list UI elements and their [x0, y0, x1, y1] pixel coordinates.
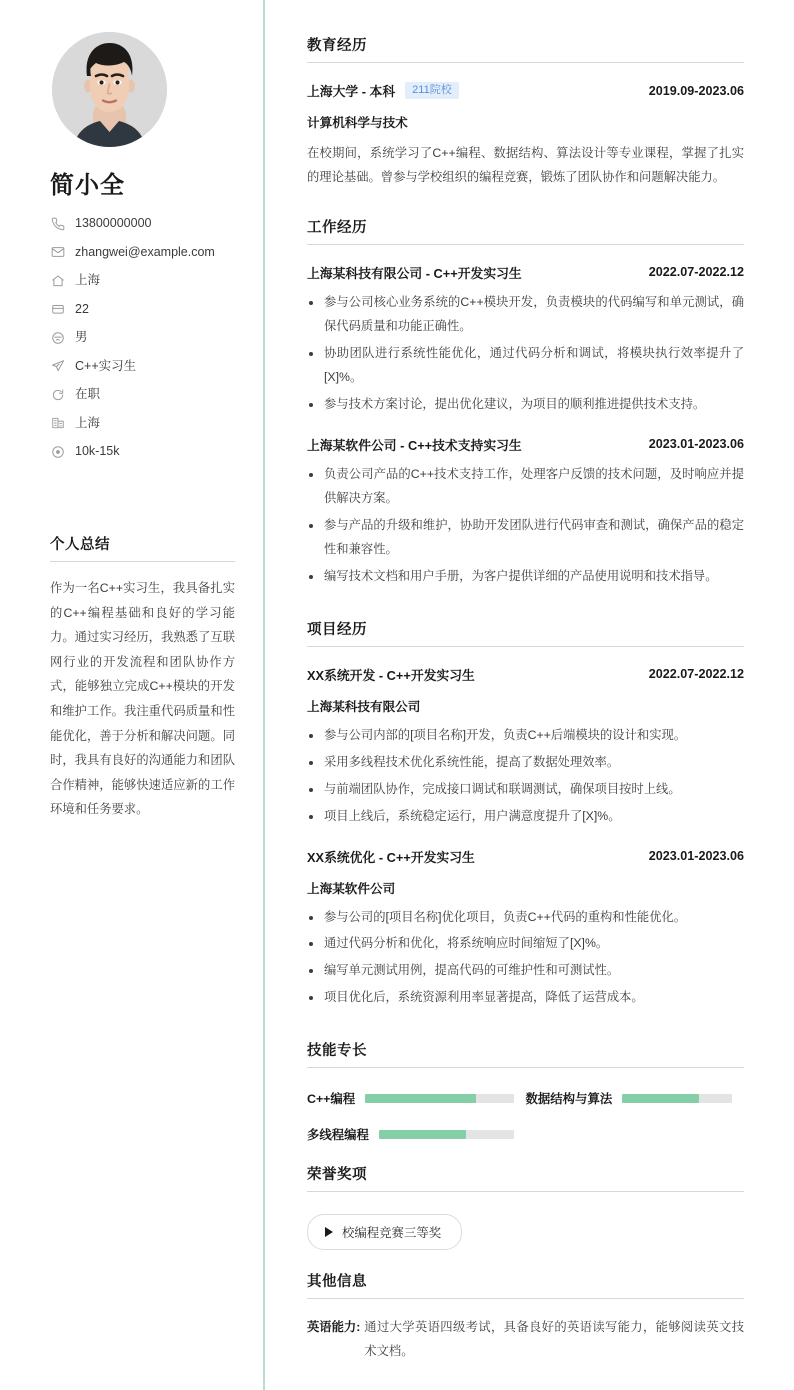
education-description: 在校期间，系统学习了C++编程、数据结构、算法设计等专业课程，掌握了扎实的理论基础。曾参与学校组织的编程竞赛，锻炼了团队协作和问题解决能力。 [307, 146, 744, 184]
divider-spacer [307, 190, 744, 216]
contact-value: 22 [75, 301, 89, 316]
contact-location [50, 273, 235, 288]
skill-label: C++编程 [307, 1092, 356, 1107]
work-entry [307, 263, 744, 417]
project-entry [307, 665, 744, 829]
contact-status [50, 387, 235, 402]
building-icon [50, 416, 65, 431]
skill-progress-fill [365, 1094, 476, 1103]
contact-salary [50, 444, 235, 459]
refresh-icon [50, 387, 65, 402]
home-icon [50, 273, 65, 288]
project-title: XX系统优化 - C++开发实习生 [307, 849, 475, 865]
project-company: 上海某科技有限公司 [307, 699, 421, 714]
summary-text: 作为一名C++实习生，我具备扎实的C++编程基础和良好的学习能力。通过实习经历，我熟悉了互联网行业的开发流程和团队协作方式，能够独立完成C++模块的开发和维护工作。我注重代码质量和性能优化，善于分析和解决问题。同时，我具有良好的沟通能力和团队合作精神，能够快速适应新的工作环境和任务要求。 [50, 581, 235, 817]
list-item: 采用多线程技术优化系统性能，提高了数据处理效率。 [307, 751, 744, 775]
contact-email [50, 245, 235, 260]
honor-label: 校编程竞赛三等奖 [342, 1226, 442, 1241]
contact-phone [50, 216, 235, 231]
contact-city [50, 416, 235, 431]
work-entry [307, 435, 744, 589]
list-item: 项目优化后，系统资源利用率显著提高，降低了运营成本。 [307, 986, 744, 1010]
skill-progress-track [622, 1094, 732, 1103]
work-heading: 工作经历 [307, 216, 744, 245]
work-section [307, 216, 744, 589]
avatar [52, 32, 167, 147]
list-item: 通过代码分析和优化，将系统响应时间缩短了[X]%。 [307, 932, 744, 956]
other-value: 通过大学英语四级考试，具备良好的英语读写能力，能够阅读英文技术文档。 [364, 1320, 744, 1359]
contact-list [50, 216, 235, 459]
list-item: 与前端团队协作，完成接口调试和联调测试，确保项目按时上线。 [307, 778, 744, 802]
other-row [307, 1316, 744, 1364]
education-heading: 教育经历 [307, 34, 744, 63]
education-title-group [307, 81, 459, 100]
skill-progress-fill [379, 1130, 466, 1139]
project-company: 上海某软件公司 [307, 881, 396, 896]
page-title: 简小全 [50, 172, 125, 199]
project-date: 2023.01-2023.06 [648, 849, 744, 863]
education-date: 2019.09-2023.06 [648, 83, 744, 98]
skill-item [307, 1125, 526, 1143]
contact-position [50, 359, 235, 374]
contact-value: zhangwei@example.com [75, 244, 215, 259]
play-triangle-icon [325, 1227, 333, 1237]
skill-label: 多线程编程 [307, 1128, 369, 1143]
gender-icon [50, 330, 65, 345]
education-entry [307, 81, 744, 190]
id-card-icon [50, 302, 65, 317]
project-entry-head [307, 847, 744, 866]
summary-section [50, 533, 235, 822]
list-item: 参与公司内部的[项目名称]开发，负责C++后端模块的设计和实现。 [307, 724, 744, 748]
honor-item[interactable] [307, 1214, 462, 1250]
list-item: 参与公司的[项目名称]优化项目，负责C++代码的重构和性能优化。 [307, 906, 744, 930]
skill-progress-fill [622, 1094, 699, 1103]
skill-label: 数据结构与算法 [525, 1092, 613, 1107]
envelope-icon [50, 245, 65, 260]
honors-heading: 荣誉奖项 [307, 1163, 744, 1192]
list-item: 负责公司产品的C++技术支持工作，处理客户反馈的技术问题，及时响应并提供解决方案。 [307, 463, 744, 511]
contact-gender [50, 330, 235, 345]
target-icon [50, 444, 65, 459]
work-title: 上海某软件公司 - C++技术支持实习生 [307, 437, 522, 453]
main-content [265, 0, 794, 1390]
project-bullets [307, 906, 744, 1011]
list-item: 参与技术方案讨论，提出优化建议，为项目的顺利推进提供技术支持。 [307, 393, 744, 417]
education-section [307, 34, 744, 190]
work-title: 上海某科技有限公司 - C++开发实习生 [307, 265, 522, 281]
project-title: XX系统开发 - C++开发实习生 [307, 667, 475, 683]
contact-value: 上海 [75, 415, 101, 430]
work-entry-head [307, 263, 744, 282]
other-label: 英语能力: [307, 1320, 361, 1335]
status-badge: 211院校 [405, 82, 459, 99]
contact-value: 10k-15k [75, 444, 120, 458]
skills-section [307, 1039, 744, 1143]
honors-list [307, 1214, 744, 1250]
list-item: 编写技术文档和用户手册，为客户提供详细的产品使用说明和技术指导。 [307, 565, 744, 589]
divider-spacer [307, 1143, 744, 1163]
projects-section [307, 618, 744, 1011]
other-heading: 其他信息 [307, 1270, 744, 1299]
divider-spacer [307, 592, 744, 618]
education-entry-head [307, 81, 744, 100]
project-entry-head [307, 665, 744, 684]
other-section [307, 1270, 744, 1364]
contact-value: 上海 [75, 273, 101, 287]
work-bullets [307, 463, 744, 589]
list-item: 协助团队进行系统性能优化，通过代码分析和调试，将模块执行效率提升了[X]%。 [307, 342, 744, 390]
work-entry-head [307, 435, 744, 454]
summary-heading: 个人总结 [50, 533, 235, 562]
work-bullets [307, 291, 744, 417]
skill-item [307, 1089, 526, 1107]
skill-item [526, 1089, 745, 1107]
sidebar [0, 0, 265, 1390]
project-bullets [307, 724, 744, 829]
skill-progress-track [379, 1130, 514, 1139]
contact-value: C++实习生 [75, 358, 137, 373]
skill-progress-track [365, 1094, 513, 1103]
skills-heading: 技能专长 [307, 1039, 744, 1068]
education-major: 计算机科学与技术 [307, 116, 408, 130]
list-item: 参与公司核心业务系统的C++模块开发，负责模块的代码编写和单元测试，确保代码质量和功能正确性。 [307, 291, 744, 339]
portrait-photo-icon [52, 32, 167, 147]
school-name: 上海大学 - 本科 [307, 84, 396, 99]
project-entry [307, 847, 744, 1011]
work-date: 2022.07-2022.12 [648, 265, 744, 280]
contact-value: 在职 [75, 387, 101, 401]
project-date: 2022.07-2022.12 [648, 667, 744, 682]
contact-value: 13800000000 [75, 216, 152, 230]
phone-icon [50, 216, 65, 231]
skills-grid [307, 1089, 744, 1143]
contact-age [50, 302, 235, 317]
list-item: 参与产品的升级和维护，协助开发团队进行代码审查和测试，确保产品的稳定性和兼容性。 [307, 514, 744, 562]
paper-plane-icon [50, 359, 65, 374]
list-item: 编写单元测试用例，提高代码的可维护性和可测试性。 [307, 959, 744, 983]
divider-spacer [307, 1013, 744, 1039]
work-date: 2023.01-2023.06 [648, 437, 744, 452]
list-item: 项目上线后，系统稳定运行，用户满意度提升了[X]%。 [307, 805, 744, 829]
contact-value: 男 [75, 330, 88, 344]
projects-heading: 项目经历 [307, 618, 744, 647]
divider-spacer [307, 1250, 744, 1270]
honors-section [307, 1163, 744, 1250]
